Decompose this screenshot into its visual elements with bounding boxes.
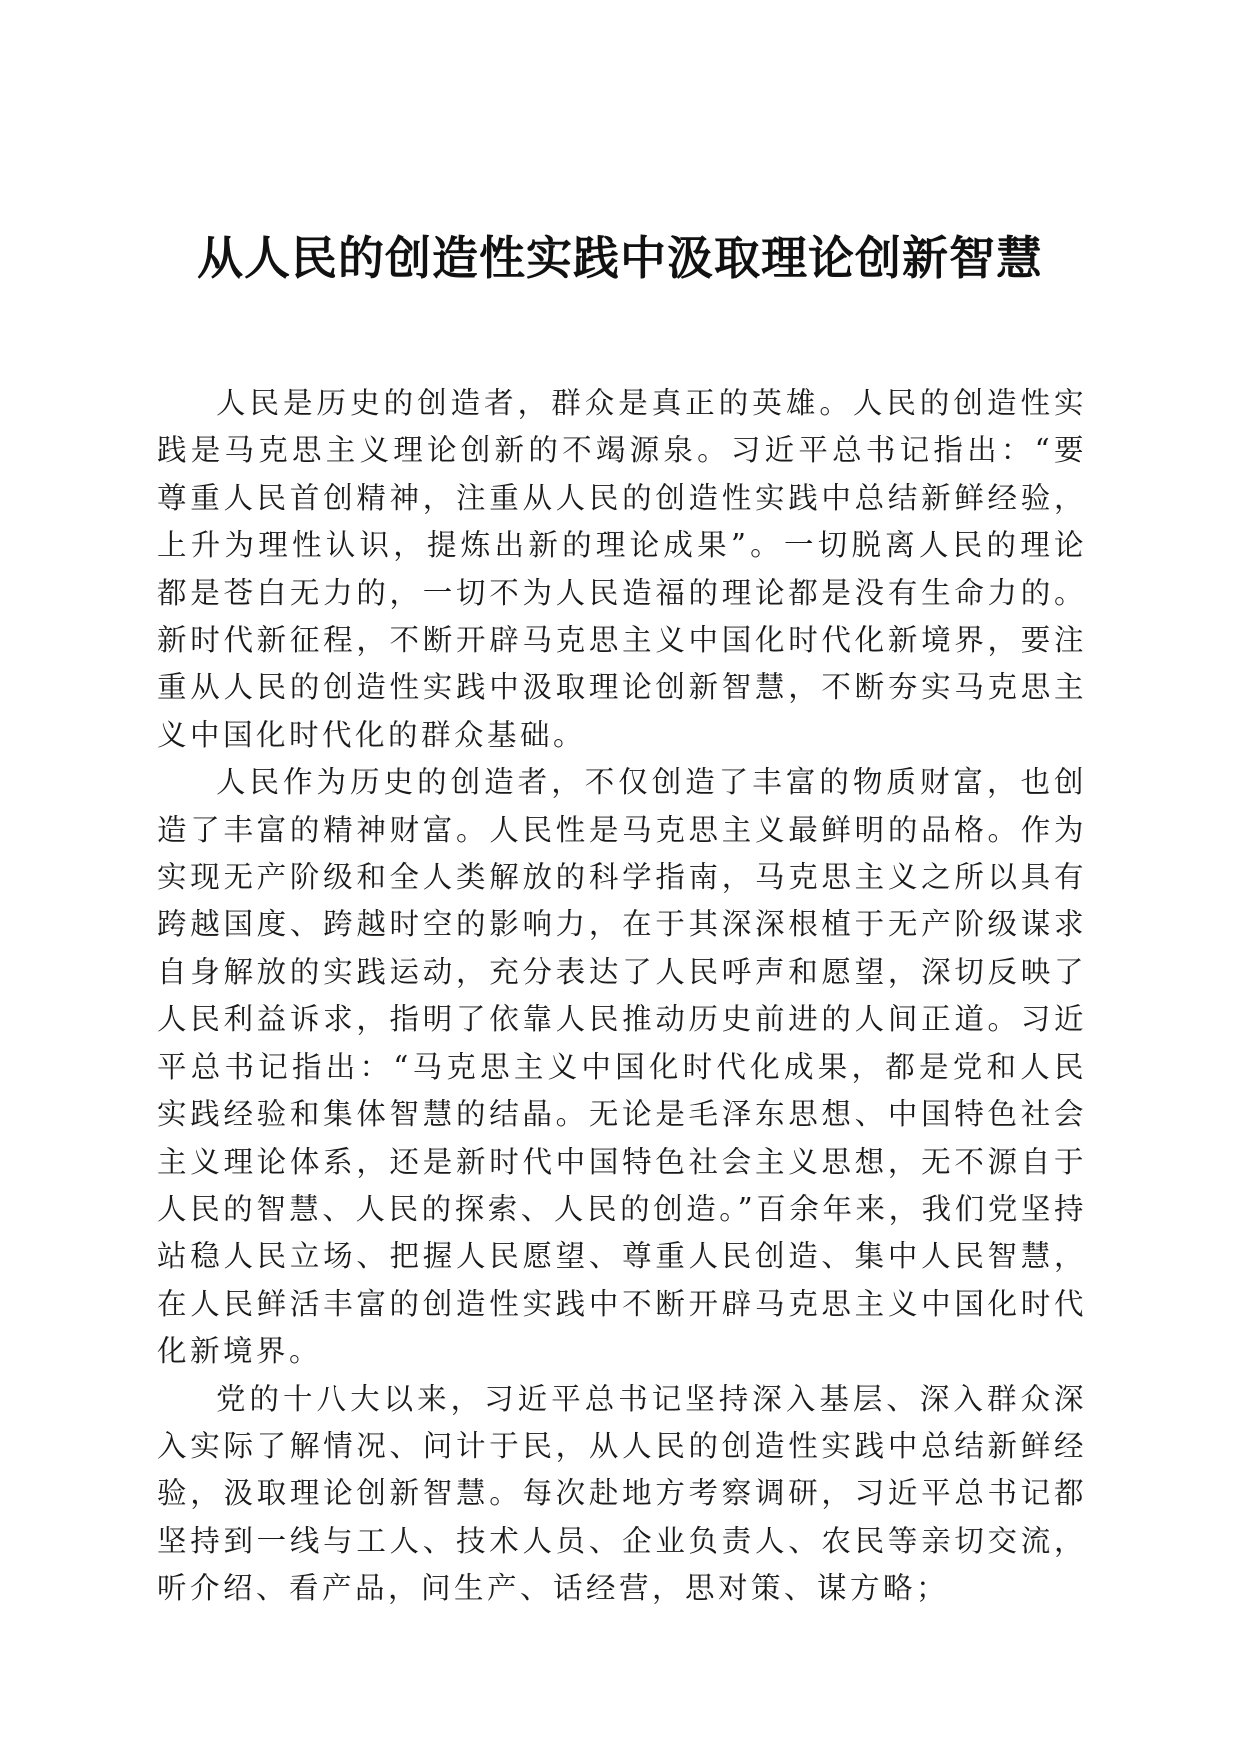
paragraph-1: 人民是历史的创造者，群众是真正的英雄。人民的创造性实践是马克思主义理论创新的不竭源泉。习近平总书记指出：“要尊重人民首创精神，注重从人民的创造性实践中总结新鲜经验，上升为理性认识，提炼出新的理论成果”。一切脱离人民的理论都是苍白无力的，一切不为人民造福的理论都是没有生命力的。新时代新征程，不断开辟马克思主义中国化时代化新境界，要注重从人民的创造性实践中汲取理论创新智慧，不断夯实马克思主义中国化时代化的群众基础。 — [157, 386, 1087, 752]
paragraph-3: 党的十八大以来，习近平总书记坚持深入基层、深入群众深入实际了解情况、问计于民，从人民的创造性实践中总结新鲜经验，汲取理论创新智慧。每次赴地方考察调研，习近平总书记都坚持到一线与工人、技术人员、企业负责人、农民等亲切交流，听介绍、看产品，问生产、话经营，思对策、谋方略； — [157, 1381, 1087, 1606]
page-title: 从人民的创造性实践中汲取理论创新智慧 — [197, 231, 1043, 285]
article-body — [157, 380, 1087, 1613]
paragraph-2: 人民作为历史的创造者，不仅创造了丰富的物质财富，也创造了丰富的精神财富。人民性是马克思主义最鲜明的品格。作为实现无产阶级和全人类解放的科学指南，马克思主义之所以具有跨越国度、跨越时空的影响力，在于其深深根植于无产阶级谋求自身解放的实践运动，充分表达了人民呼声和愿望，深切反映了人民利益诉求，指明了依靠人民推动历史前进的人间正道。习近平总书记指出：“马克思主义中国化时代化成果，都是党和人民实践经验和集体智慧的结晶。无论是毛泽东思想、中国特色社会主义理论体系，还是新时代中国特色社会主义思想，无不源自于人民的智慧、人民的探索、人民的创造。”百余年来，我们党坚持站稳人民立场、把握人民愿望、尊重人民创造、集中人民智慧，在人民鲜活丰富的创造性实践中不断开辟马克思主义中国化时代化新境界。 — [157, 765, 1087, 1369]
